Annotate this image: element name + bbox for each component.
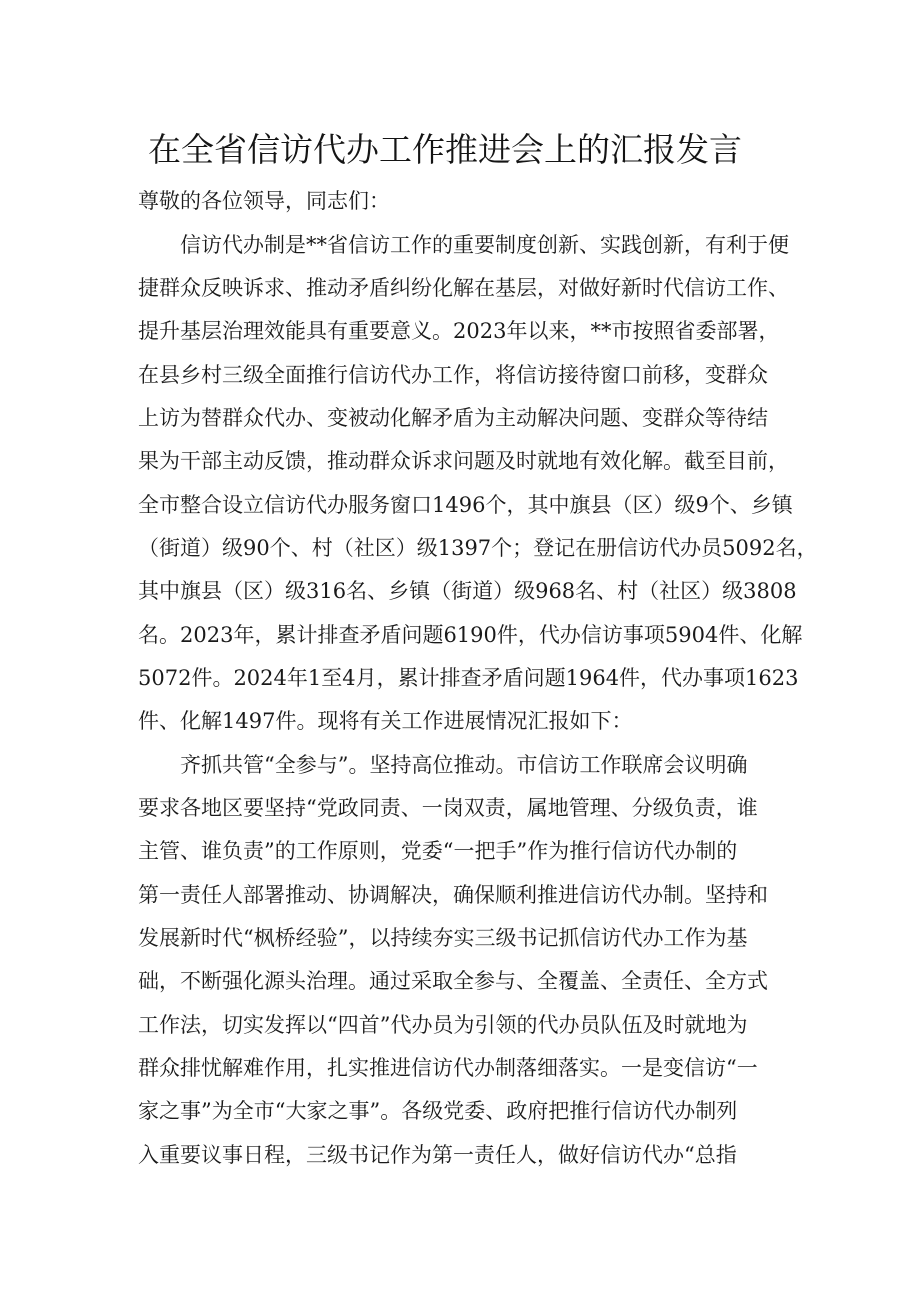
paragraph-line: 在县乡村三级全面推行信访代办工作，将信访接待窗口前移，变群众: [138, 363, 768, 387]
paragraph-line: 主管、谁负责”的工作原则，党委“一把手”作为推行信访代办制的: [138, 839, 738, 863]
paragraph-line: 果为干部主动反馈，推动群众诉求问题及时就地有效化解。截至目前，: [138, 449, 789, 473]
paragraph-line: 发展新时代“枫桥经验”，以持续夯实三级书记抓信访代办工作为基: [138, 926, 748, 950]
paragraph-line: 信访代办制是**省信访工作的重要制度创新、实践创新，有利于便: [180, 233, 789, 257]
paragraph-line: 入重要议事日程，三级书记作为第一责任人，做好信访代办“总指: [138, 1143, 737, 1167]
paragraph-line: 家之事”为全市“大家之事”。各级党委、政府把推行信访代办制列: [138, 1099, 738, 1123]
paragraph-line: 全市整合设立信访代办服务窗口1496个，其中旗县（区）级9个、乡镇: [138, 493, 793, 517]
paragraph-line: 提升基层治理效能具有重要意义。2023年以来，**市按照省委部署，: [138, 319, 780, 343]
paragraph-line: 础，不断强化源头治理。通过采取全参与、全覆盖、全责任、全方式: [138, 969, 768, 993]
paragraph-line: 其中旗县（区）级316名、乡镇（街道）级968名、村（社区）级3808: [138, 579, 797, 603]
salutation-line: 尊敬的各位领导，同志们：: [138, 189, 390, 213]
paragraph-line: 5072件。2024年1至4月，累计排查矛盾问题1964件，代办事项1623: [138, 666, 799, 690]
paragraph-line: 件、化解1497件。现将有关工作进展情况汇报如下：: [138, 709, 633, 733]
paragraph-line: 工作法，切实发挥以“四首”代办员为引领的代办员队伍及时就地为: [138, 1013, 748, 1037]
paragraph-line: （街道）级90个、村（社区）级1397个；登记在册信访代办员5092名，: [138, 536, 818, 560]
document-title: 在全省信访代办工作推进会上的汇报发言: [148, 130, 742, 169]
paragraph-line: 要求各地区要坚持“党政同责、一岗双责，属地管理、分级负责，谁: [138, 796, 758, 820]
paragraph-line: 第一责任人部署推动、协调解决，确保顺利推进信访代办制。坚持和: [138, 883, 768, 907]
paragraph-line: 上访为替群众代办、变被动化解矛盾为主动解决问题、变群众等待结: [138, 406, 768, 430]
paragraph-line: 名。2023年，累计排查矛盾问题6190件，代办信访事项5904件、化解: [138, 623, 803, 647]
paragraph-line: 捷群众反映诉求、推动矛盾纠纷化解在基层，对做好新时代信访工作、: [138, 276, 789, 300]
paragraph-line: 齐抓共管“全参与”。坚持高位推动。市信访工作联席会议明确: [180, 753, 748, 777]
paragraph-line: 群众排忧解难作用，扎实推进信访代办制落细落实。一是变信访“一: [138, 1056, 758, 1080]
